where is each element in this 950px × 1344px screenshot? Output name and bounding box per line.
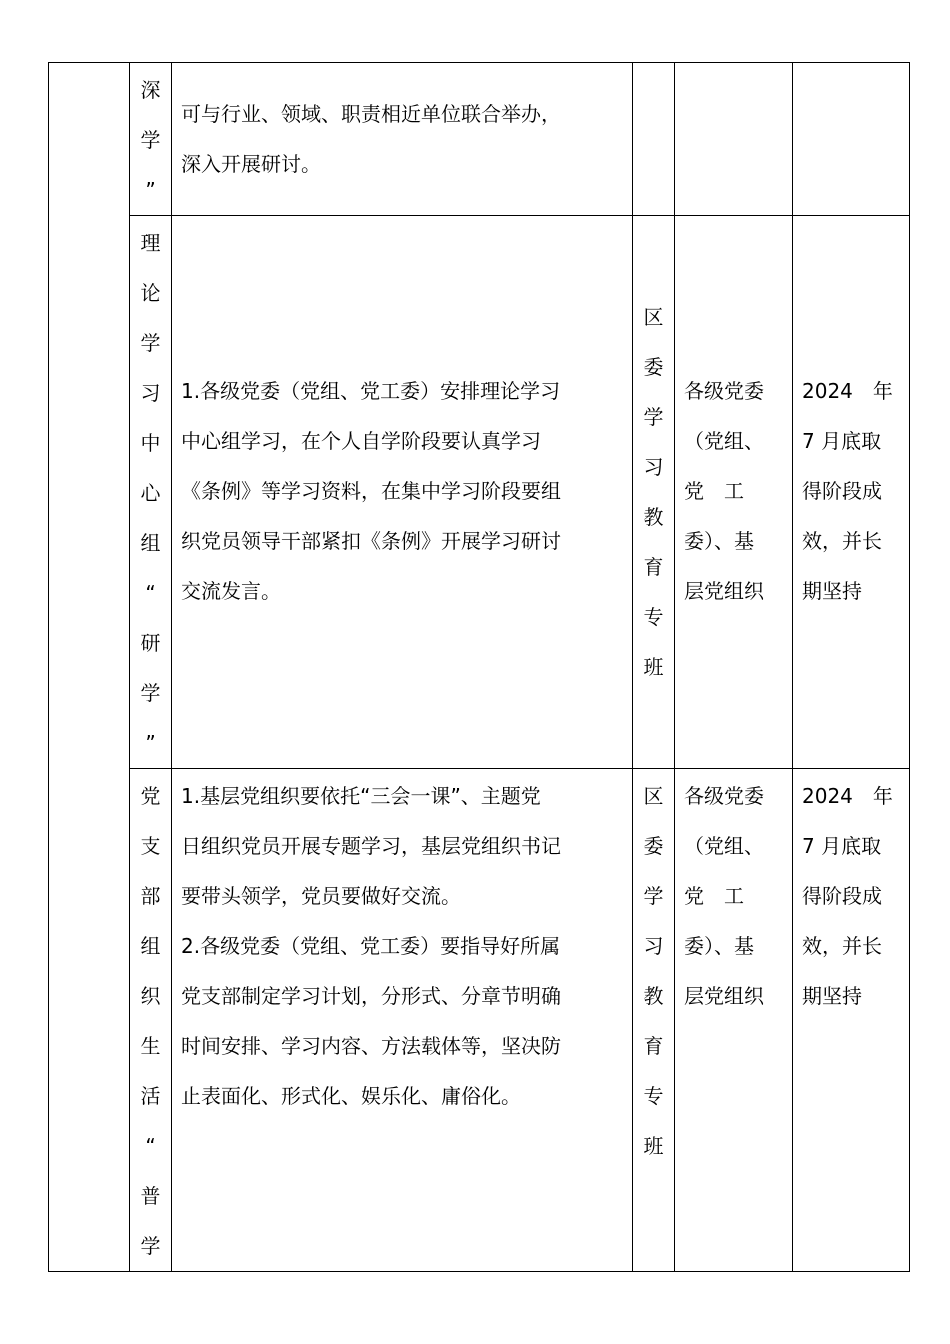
category-char: 学: [140, 681, 161, 705]
content-line: 要带头领学，党员要做好交流。: [181, 884, 461, 908]
category-char: “: [145, 581, 156, 605]
lead-char: 区: [643, 305, 664, 329]
lead-char: 委: [643, 355, 664, 379]
time-line: 2024 年: [802, 784, 893, 808]
time-line: 得阶段成: [802, 479, 882, 503]
category-char: 组: [140, 531, 161, 555]
responsible-line: （党组、: [684, 429, 764, 453]
content-cell: [172, 63, 633, 216]
responsible-line: 委）、基: [684, 934, 754, 958]
content-line: 织党员领导干部紧扣《条例》开展学习研讨: [181, 529, 561, 553]
lead-char: 专: [643, 1084, 664, 1108]
responsible-line: 党 工: [684, 884, 744, 908]
category-char: 党: [140, 784, 161, 808]
lead-char: 委: [643, 834, 664, 858]
lead-char: 学: [643, 884, 664, 908]
lead-unit-cell: [633, 216, 675, 769]
category-char: 研: [140, 631, 161, 655]
responsible-line: 党 工: [684, 479, 744, 503]
category-char: 深: [140, 78, 161, 102]
category-cell: [130, 63, 172, 216]
category-cell: [130, 769, 172, 1272]
category-char: 部: [140, 884, 161, 908]
time-line: 7 月底取: [802, 834, 882, 858]
category-char: 生: [140, 1034, 161, 1058]
time-line: 7 月底取: [802, 429, 882, 453]
content-line: 党支部制定学习计划，分形式、分章节明确: [181, 984, 561, 1008]
lead-char: 育: [643, 555, 664, 579]
category-char: ”: [145, 178, 156, 202]
responsible-line: 各级党委: [684, 379, 764, 403]
content-line: 1.基层党组织要依托“三会一课”、主题党: [181, 784, 541, 808]
content-line: 可与行业、领域、职责相近单位联合举办，: [181, 102, 561, 126]
lead-char: 育: [643, 1034, 664, 1058]
category-char: 习: [140, 381, 161, 405]
content-line: 《条例》等学习资料，在集中学习阶段要组: [181, 479, 561, 503]
responsible-line: 各级党委: [684, 784, 764, 808]
lead-char: 习: [643, 934, 664, 958]
category-char: 学: [140, 331, 161, 355]
time-cell: [793, 216, 910, 769]
responsible-line: 层党组织: [684, 984, 764, 1008]
table-row: [49, 216, 910, 769]
table-row: [49, 769, 910, 1272]
lead-char: 班: [643, 655, 664, 679]
lead-unit-cell: [633, 63, 675, 216]
category-char: 组: [140, 934, 161, 958]
lead-char: 班: [643, 1134, 664, 1158]
time-line: 效，并长: [802, 529, 882, 553]
content-line: 时间安排、学习内容、方法载体等，坚决防: [181, 1034, 561, 1058]
category-char: 学: [140, 128, 161, 152]
category-char: 心: [140, 481, 161, 505]
responsible-cell: [675, 63, 793, 216]
content-cell: [172, 216, 633, 769]
responsible-cell: [675, 769, 793, 1272]
responsible-line: 层党组织: [684, 579, 764, 603]
lead-char: 专: [643, 605, 664, 629]
content-line: 止表面化、形式化、娱乐化、庸俗化。: [181, 1084, 521, 1108]
category-char: 理: [140, 231, 161, 255]
responsible-cell: [675, 216, 793, 769]
category-cell: [130, 216, 172, 769]
category-char: 织: [140, 984, 161, 1008]
lead-char: 习: [643, 455, 664, 479]
content-line: 中心组学习，在个人自学阶段要认真学习: [181, 429, 541, 453]
time-cell: [793, 63, 910, 216]
responsible-line: （党组、: [684, 834, 764, 858]
content-line: 深入开展研讨。: [181, 152, 321, 176]
content-line: 交流发言。: [181, 579, 281, 603]
responsible-line: 委）、基: [684, 529, 754, 553]
category-char: 支: [140, 834, 161, 858]
category-char: 中: [140, 431, 161, 455]
category-char: ”: [145, 731, 156, 755]
task-table: [48, 62, 910, 1272]
category-char: 活: [140, 1084, 161, 1108]
time-line: 期坚持: [802, 984, 862, 1008]
time-line: 效，并长: [802, 934, 882, 958]
lead-char: 学: [643, 405, 664, 429]
content-cell: [172, 769, 633, 1272]
time-line: 得阶段成: [802, 884, 882, 908]
lead-unit-cell: [633, 769, 675, 1272]
lead-char: 区: [643, 784, 664, 808]
content-line: 日组织党员开展专题学习，基层党组织书记: [181, 834, 561, 858]
table-row: [49, 63, 910, 216]
section-cell: [49, 63, 130, 1272]
time-cell: [793, 769, 910, 1272]
content-line: 2.各级党委（党组、党工委）要指导好所属: [181, 934, 561, 958]
category-char: 普: [140, 1184, 161, 1208]
category-char: “: [145, 1134, 156, 1158]
lead-char: 教: [643, 505, 664, 529]
content-line: 1.各级党委（党组、党工委）安排理论学习: [181, 379, 561, 403]
lead-char: 教: [643, 984, 664, 1008]
time-line: 2024 年: [802, 379, 893, 403]
time-line: 期坚持: [802, 579, 862, 603]
category-char: 论: [140, 281, 161, 305]
category-char: 学: [140, 1234, 161, 1258]
